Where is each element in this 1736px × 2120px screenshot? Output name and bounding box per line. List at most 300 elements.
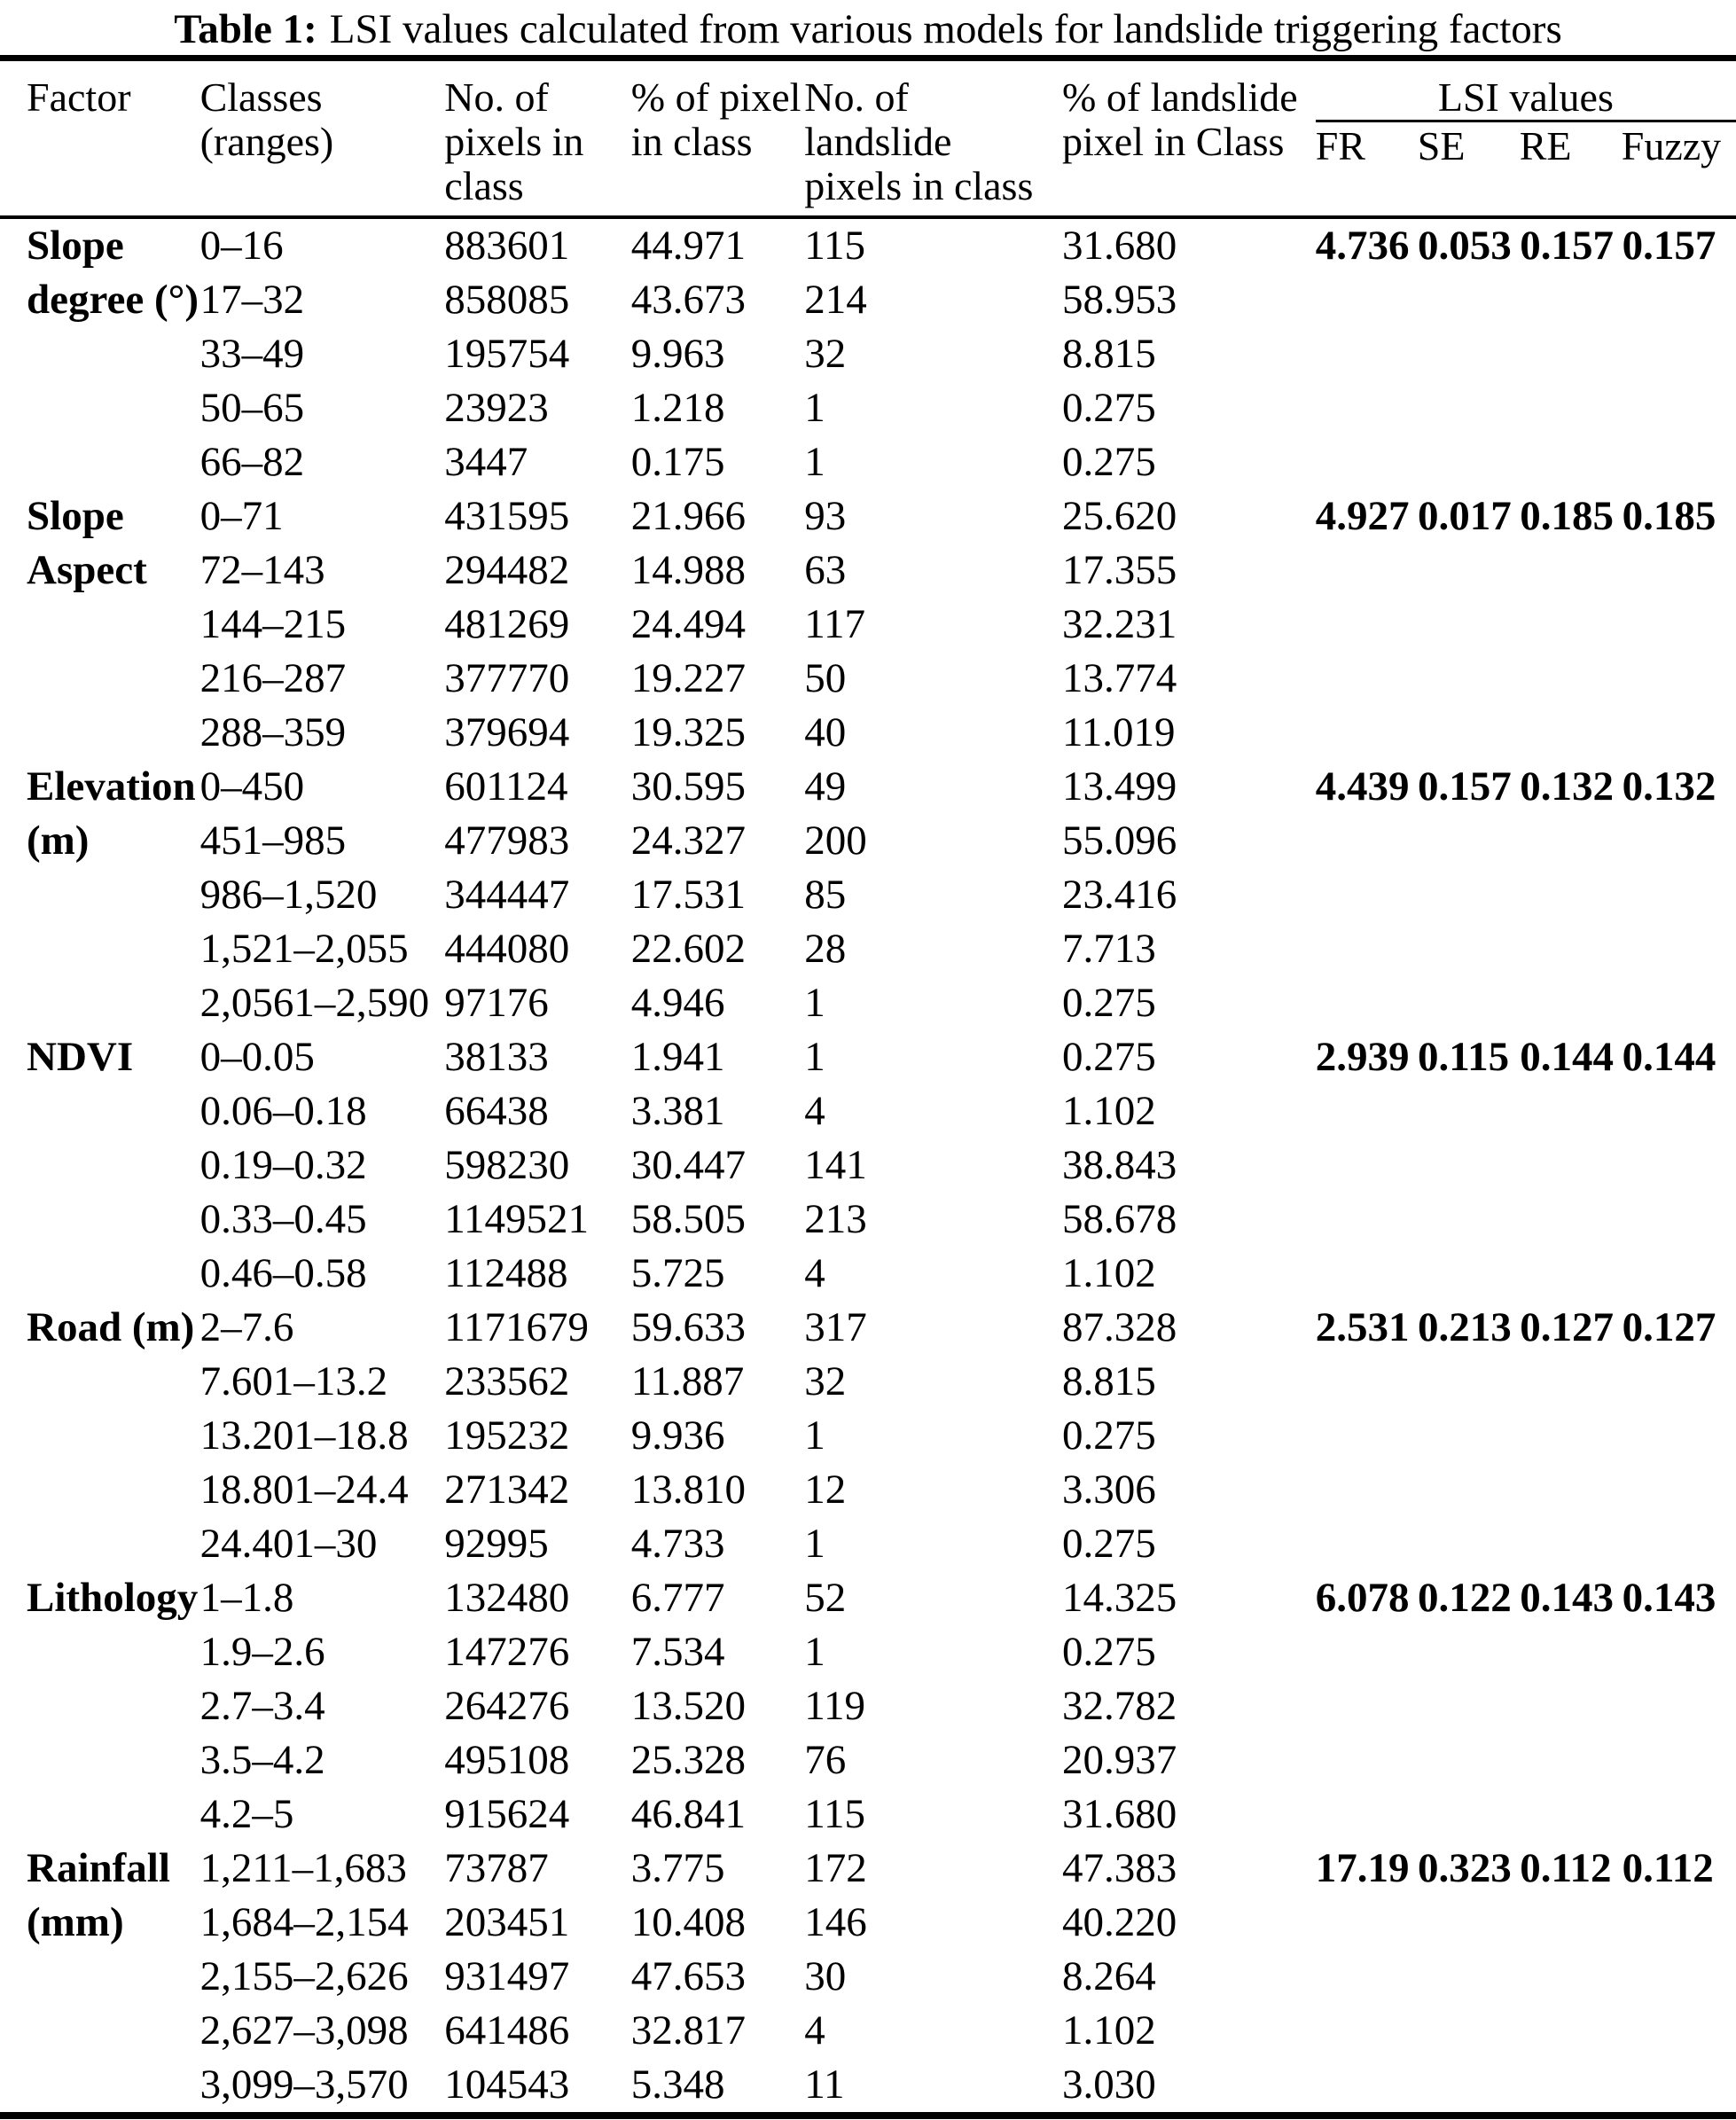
lsi-fr-value [1316,868,1418,922]
class-range: 13.201–18.8 [199,1412,409,1459]
table-body [0,217,1736,2116]
factor-label [0,1301,200,1571]
pct-landslide-pixels-value: 23.416 [1062,872,1177,918]
num-pixels-value: 203451 [444,1899,570,1945]
factor-label [0,760,200,1030]
lsi-se-value [1418,1409,1520,1463]
lsi-fr-value [1316,1950,1418,2004]
num-pixels-value: 97176 [444,980,549,1026]
lsi-re-value: 0.112 [1520,1845,1612,1891]
num-landslide-pixels-value: 11 [804,2061,845,2108]
factor-label-line: Rainfall [27,1845,170,1891]
pct-pixels-value: 10.408 [630,1899,747,1945]
lsi-re-value [1520,1463,1622,1517]
num-pixels-value: 195754 [444,331,570,377]
pct-pixels-value: 17.531 [630,872,747,918]
pct-pixels-value: 30.595 [630,763,747,810]
table-row [0,1679,1736,1733]
lsi-fr-value: 2.531 [1315,1304,1410,1350]
lsi-re-value [1520,2058,1622,2116]
num-landslide-pixels-value: 213 [804,1196,867,1242]
table-caption-text: LSI values calculated from various models for landslide triggering factors [329,6,1562,52]
num-pixels-value: 481269 [444,601,570,647]
pct-landslide-pixels-value: 32.782 [1062,1683,1177,1729]
lsi-se-value [1418,381,1520,435]
num-pixels-value: 883601 [444,223,570,269]
lsi-fuzzy-value [1623,544,1736,598]
lsi-fr-value [1316,544,1418,598]
lsi-se-value [1418,1679,1520,1733]
lsi-fuzzy-value [1623,327,1736,381]
class-range: 1,211–1,683 [199,1845,407,1891]
num-pixels-value: 3447 [444,439,528,485]
pct-landslide-pixels-value: 14.325 [1062,1575,1177,1621]
lsi-se-value [1418,976,1520,1030]
num-pixels-value: 132480 [444,1575,570,1621]
pct-pixels-value: 9.936 [630,1412,725,1459]
pct-landslide-pixels-value: 55.096 [1062,817,1177,864]
lsi-se-value [1418,1896,1520,1950]
lsi-re-value: 0.144 [1520,1034,1615,1080]
lsi-fuzzy-value: 0.185 [1622,493,1716,539]
pct-pixels-value: 24.327 [630,817,747,864]
factor-label-line: Road (m) [27,1304,195,1350]
table-row [0,814,1736,868]
table-row [0,1301,1736,1355]
lsi-fr-value [1316,652,1418,706]
lsi-fr-value [1316,1625,1418,1679]
num-pixels-value: 477983 [444,817,570,864]
pct-pixels-value: 14.988 [630,547,747,593]
pct-pixels-value: 58.505 [630,1196,747,1242]
class-range: 986–1,520 [199,872,378,918]
num-pixels-value: 601124 [444,763,568,810]
table-row [0,2058,1736,2116]
pct-landslide-pixels-value: 31.680 [1062,223,1177,269]
num-landslide-pixels-value: 40 [804,709,847,755]
pct-pixels-value: 32.817 [630,2007,747,2054]
lsi-re-value [1520,652,1622,706]
lsi-fr-value [1316,2058,1418,2116]
pct-landslide-pixels-value: 25.620 [1062,493,1177,539]
table-row [0,1788,1736,1842]
num-pixels-value: 294482 [444,547,570,593]
factor-label-line: Elevation [27,763,196,810]
pct-landslide-pixels-value: 32.231 [1062,601,1177,647]
pct-landslide-pixels-value: 0.275 [1062,1412,1156,1459]
lsi-se-value [1418,2058,1520,2116]
header-fr: FR [1315,123,1365,168]
class-range: 0.06–0.18 [199,1088,367,1134]
lsi-fuzzy-value [1623,868,1736,922]
lsi-fuzzy-value [1623,1517,1736,1571]
num-pixels-value: 377770 [444,655,570,701]
table-header [0,59,1736,218]
factor-label-line: (mm) [27,1899,124,1945]
header-pct-landslide-pixels: % of landslide pixel in Class [1062,59,1316,218]
lsi-re-value [1520,1409,1622,1463]
class-range: 24.401–30 [199,1521,378,1567]
lsi-re-value [1520,814,1622,868]
lsi-re-value [1520,1193,1622,1247]
lsi-fuzzy-value [1623,1788,1736,1842]
lsi-fuzzy-value [1623,706,1736,760]
lsi-se-value [1418,922,1520,976]
lsi-re-value [1520,1950,1622,2004]
pct-pixels-value: 24.494 [630,601,747,647]
pct-landslide-pixels-value: 13.499 [1062,763,1177,810]
factor-label [0,1571,200,1842]
class-range: 2.7–3.4 [199,1683,325,1729]
lsi-se-value [1418,1788,1520,1842]
lsi-se-value [1418,814,1520,868]
lsi-se-value [1418,1084,1520,1138]
lsi-fuzzy-value: 0.144 [1622,1034,1716,1080]
table-row [0,381,1736,435]
lsi-se-value [1418,435,1520,489]
lsi-se-value [1418,1463,1520,1517]
class-range: 451–985 [199,817,347,864]
lsi-re-value [1520,544,1622,598]
num-landslide-pixels-value: 172 [804,1845,867,1891]
num-pixels-value: 641486 [444,2007,570,2054]
num-landslide-pixels-value: 76 [804,1737,847,1783]
table-row [0,1842,1736,1896]
lsi-fuzzy-value: 0.132 [1622,763,1716,810]
factor-label [0,1030,200,1301]
pct-landslide-pixels-value: 40.220 [1062,1899,1177,1945]
num-pixels-value: 195232 [444,1412,570,1459]
num-landslide-pixels-value: 4 [804,1088,825,1134]
num-landslide-pixels-value: 1 [804,1034,825,1080]
lsi-re-value [1520,706,1622,760]
num-pixels-value: 73787 [444,1845,549,1891]
num-pixels-value: 1149521 [444,1196,590,1242]
pct-pixels-value: 7.534 [630,1629,725,1675]
pct-pixels-value: 44.971 [630,223,747,269]
table-row [0,1463,1736,1517]
pct-pixels-value: 3.775 [630,1845,725,1891]
class-range: 66–82 [199,439,305,485]
class-range: 0.33–0.45 [199,1196,367,1242]
num-pixels-value: 431595 [444,493,570,539]
lsi-fuzzy-value [1623,435,1736,489]
num-landslide-pixels-value: 146 [804,1899,867,1945]
factor-label [0,1842,200,2116]
lsi-fr-value [1316,1247,1418,1301]
lsi-re-value: 0.132 [1520,763,1615,810]
lsi-re-value [1520,327,1622,381]
num-landslide-pixels-value: 141 [804,1142,867,1188]
lsi-fuzzy-value [1623,1625,1736,1679]
lsi-se-value: 0.213 [1418,1304,1512,1350]
table-row [0,2004,1736,2058]
lsi-fuzzy-value [1623,1733,1736,1788]
pct-landslide-pixels-value: 0.275 [1062,385,1156,431]
lsi-values-label: LSI values [1437,74,1614,120]
pct-landslide-pixels-value: 20.937 [1062,1737,1177,1783]
num-landslide-pixels-value: 117 [804,601,866,647]
pct-landslide-pixels-value: 8.815 [1062,1358,1156,1404]
pct-pixels-value: 47.653 [630,1953,747,1999]
num-landslide-pixels-value: 49 [804,763,847,810]
table-row [0,1084,1736,1138]
num-pixels-value: 233562 [444,1358,570,1404]
pct-landslide-pixels-value: 3.306 [1062,1467,1156,1513]
lsi-re-value [1520,1679,1622,1733]
pct-landslide-pixels-value: 0.275 [1062,1521,1156,1567]
table-row [0,1950,1736,2004]
pct-pixels-value: 59.633 [630,1304,747,1350]
factor-label-line: Aspect [27,547,147,593]
lsi-fr-value [1316,1463,1418,1517]
lsi-se-value [1418,868,1520,922]
pct-landslide-pixels-value: 17.355 [1062,547,1177,593]
table-row [0,1625,1736,1679]
table-row [0,1409,1736,1463]
class-range: 2–7.6 [199,1304,294,1350]
table-row [0,706,1736,760]
table-row [0,652,1736,706]
lsi-fuzzy-value [1623,598,1736,652]
lsi-se-value [1418,1138,1520,1193]
table-row [0,1733,1736,1788]
pct-pixels-value: 5.348 [630,2061,725,2108]
pct-landslide-pixels-value: 1.102 [1062,1088,1156,1134]
header-pct-pixels: % of pixel in class [631,59,804,218]
lsi-fuzzy-value: 0.157 [1622,223,1716,269]
lsi-fr-value [1316,381,1418,435]
pct-pixels-value: 5.725 [630,1250,725,1296]
lsi-fuzzy-value [1623,814,1736,868]
table-row [0,1138,1736,1193]
lsi-re-value [1520,976,1622,1030]
lsi-re-value [1520,1138,1622,1193]
lsi-re-value [1520,922,1622,976]
num-pixels-value: 1171679 [444,1304,590,1350]
table-row [0,327,1736,381]
pct-landslide-pixels-value: 87.328 [1062,1304,1177,1350]
lsi-fuzzy-value [1623,1247,1736,1301]
lsi-se-value: 0.053 [1418,223,1512,269]
table-row [0,435,1736,489]
class-range: 4.2–5 [199,1791,294,1837]
pct-pixels-value: 1.941 [630,1034,725,1080]
lsi-fuzzy-value [1623,1193,1736,1247]
num-pixels-value: 495108 [444,1737,570,1783]
class-range: 0–16 [199,223,284,269]
pct-landslide-pixels-value: 58.953 [1062,277,1177,323]
header-fuzzy: Fuzzy [1621,123,1722,168]
num-landslide-pixels-value: 1 [804,980,825,1026]
lsi-se-value [1418,544,1520,598]
lsi-se-value: 0.115 [1418,1034,1510,1080]
num-landslide-pixels-value: 93 [804,493,847,539]
class-range: 33–49 [199,331,305,377]
lsi-fuzzy-value [1623,2004,1736,2058]
num-pixels-value: 271342 [444,1467,570,1513]
lsi-fuzzy-value [1623,1463,1736,1517]
lsi-fuzzy-value: 0.112 [1622,1845,1714,1891]
num-landslide-pixels-value: 119 [804,1683,866,1729]
lsi-re-value [1520,273,1622,327]
lsi-fuzzy-value [1623,381,1736,435]
lsi-fr-value [1316,435,1418,489]
lsi-fuzzy-value: 0.143 [1622,1575,1716,1621]
table-row [0,868,1736,922]
table-row [0,922,1736,976]
table-row [0,217,1736,273]
header-se: SE [1417,123,1466,168]
num-landslide-pixels-value: 28 [804,926,847,972]
class-range: 1–1.8 [199,1575,294,1621]
lsi-fr-value: 6.078 [1315,1575,1410,1621]
num-landslide-pixels-value: 214 [804,277,867,323]
num-landslide-pixels-value: 32 [804,1358,847,1404]
num-landslide-pixels-value: 50 [804,655,847,701]
num-landslide-pixels-value: 63 [804,547,847,593]
lsi-fr-value [1316,1138,1418,1193]
lsi-fr-value: 4.927 [1315,493,1410,539]
lsi-re-value [1520,435,1622,489]
lsi-fr-value [1316,598,1418,652]
pct-landslide-pixels-value: 1.102 [1062,2007,1156,2054]
table-row [0,1517,1736,1571]
table-row [0,760,1736,814]
lsi-table [0,55,1736,2119]
lsi-fuzzy-value [1623,2058,1736,2116]
num-pixels-value: 858085 [444,277,570,323]
pct-pixels-value: 46.841 [630,1791,747,1837]
factor-label-line: (m) [27,817,90,864]
pct-landslide-pixels-value: 8.815 [1062,331,1156,377]
class-range: 0–450 [199,763,305,810]
table-row [0,489,1736,544]
lsi-fuzzy-value [1623,652,1736,706]
header-re: RE [1519,123,1572,168]
lsi-re-value [1520,1084,1622,1138]
pct-landslide-pixels-value: 1.102 [1062,1250,1156,1296]
factor-label [0,217,200,489]
pct-pixels-value: 13.810 [630,1467,747,1513]
pct-landslide-pixels-value: 13.774 [1062,655,1177,701]
lsi-re-value: 0.185 [1520,493,1615,539]
factor-label-line: Slope [27,493,124,539]
header-num-pixels: No. of pixels in class [444,59,631,218]
num-landslide-pixels-value: 115 [804,1791,866,1837]
num-landslide-pixels-value: 1 [804,1629,825,1675]
class-range: 18.801–24.4 [199,1467,409,1513]
table-row [0,544,1736,598]
num-landslide-pixels-value: 200 [804,817,867,864]
num-landslide-pixels-value: 30 [804,1953,847,1999]
class-range: 3.5–4.2 [199,1737,325,1783]
num-landslide-pixels-value: 317 [804,1304,867,1350]
pct-landslide-pixels-value: 31.680 [1062,1791,1177,1837]
lsi-fuzzy-value [1623,976,1736,1030]
factor-label-line: Slope [27,223,124,269]
table-row [0,1571,1736,1625]
pct-landslide-pixels-value: 0.275 [1062,1034,1156,1080]
pct-pixels-value: 1.218 [630,385,725,431]
lsi-fuzzy-value [1623,1679,1736,1733]
lsi-fuzzy-value: 0.127 [1622,1304,1716,1350]
lsi-fuzzy-value [1623,1084,1736,1138]
header-factor: Factor [0,59,200,218]
header-lsi-values [1316,59,1736,218]
lsi-fr-value [1316,922,1418,976]
lsi-fr-value [1316,2004,1418,2058]
lsi-se-value [1418,1625,1520,1679]
pct-landslide-pixels-value: 38.843 [1062,1142,1177,1188]
lsi-fuzzy-value [1623,1950,1736,2004]
lsi-fr-value: 2.939 [1315,1034,1410,1080]
num-pixels-value: 92995 [444,1521,549,1567]
pct-landslide-pixels-value: 0.275 [1062,1629,1156,1675]
lsi-re-value [1520,1517,1622,1571]
num-pixels-value: 598230 [444,1142,570,1188]
class-range: 2,155–2,626 [199,1953,409,1999]
pct-pixels-value: 3.381 [630,1088,725,1134]
lsi-fr-value: 4.439 [1315,763,1410,810]
lsi-se-value [1418,706,1520,760]
class-range: 7.601–13.2 [199,1358,388,1404]
lsi-re-value [1520,598,1622,652]
class-range: 50–65 [199,385,305,431]
pct-landslide-pixels-value: 7.713 [1062,926,1156,972]
lsi-re-value: 0.143 [1520,1575,1615,1621]
factor-label-line: degree (°) [27,277,199,323]
lsi-fr-value [1316,273,1418,327]
lsi-se-value [1418,327,1520,381]
lsi-fr-value [1316,1733,1418,1788]
lsi-se-value [1418,2004,1520,2058]
num-landslide-pixels-value: 1 [804,1521,825,1567]
num-pixels-value: 112488 [444,1250,568,1296]
class-range: 17–32 [199,277,305,323]
lsi-fr-value [1316,814,1418,868]
pct-pixels-value: 11.887 [630,1358,745,1404]
class-range: 0–0.05 [199,1034,315,1080]
table-caption [0,4,1736,55]
pct-pixels-value: 19.325 [630,709,747,755]
table-row [0,976,1736,1030]
lsi-fr-value [1316,1409,1418,1463]
class-range: 0–71 [199,493,284,539]
lsi-se-value [1418,1355,1520,1409]
lsi-fr-value: 4.736 [1315,223,1410,269]
pct-pixels-value: 30.447 [630,1142,747,1188]
num-pixels-value: 66438 [444,1088,549,1134]
lsi-se-value: 0.017 [1418,493,1512,539]
num-pixels-value: 147276 [444,1629,570,1675]
lsi-model-headers [1316,122,1736,170]
lsi-fr-value [1316,1517,1418,1571]
lsi-se-value: 0.157 [1418,763,1512,810]
pct-pixels-value: 22.602 [630,926,747,972]
table-row [0,1355,1736,1409]
num-pixels-value: 931497 [444,1953,570,1999]
table-row [0,1030,1736,1084]
num-landslide-pixels-value: 1 [804,439,825,485]
class-range: 0.46–0.58 [199,1250,367,1296]
lsi-re-value [1520,1247,1622,1301]
lsi-fr-value [1316,1193,1418,1247]
num-landslide-pixels-value: 12 [804,1467,847,1513]
lsi-fr-value [1316,976,1418,1030]
lsi-fr-value [1316,327,1418,381]
pct-pixels-value: 21.966 [630,493,747,539]
